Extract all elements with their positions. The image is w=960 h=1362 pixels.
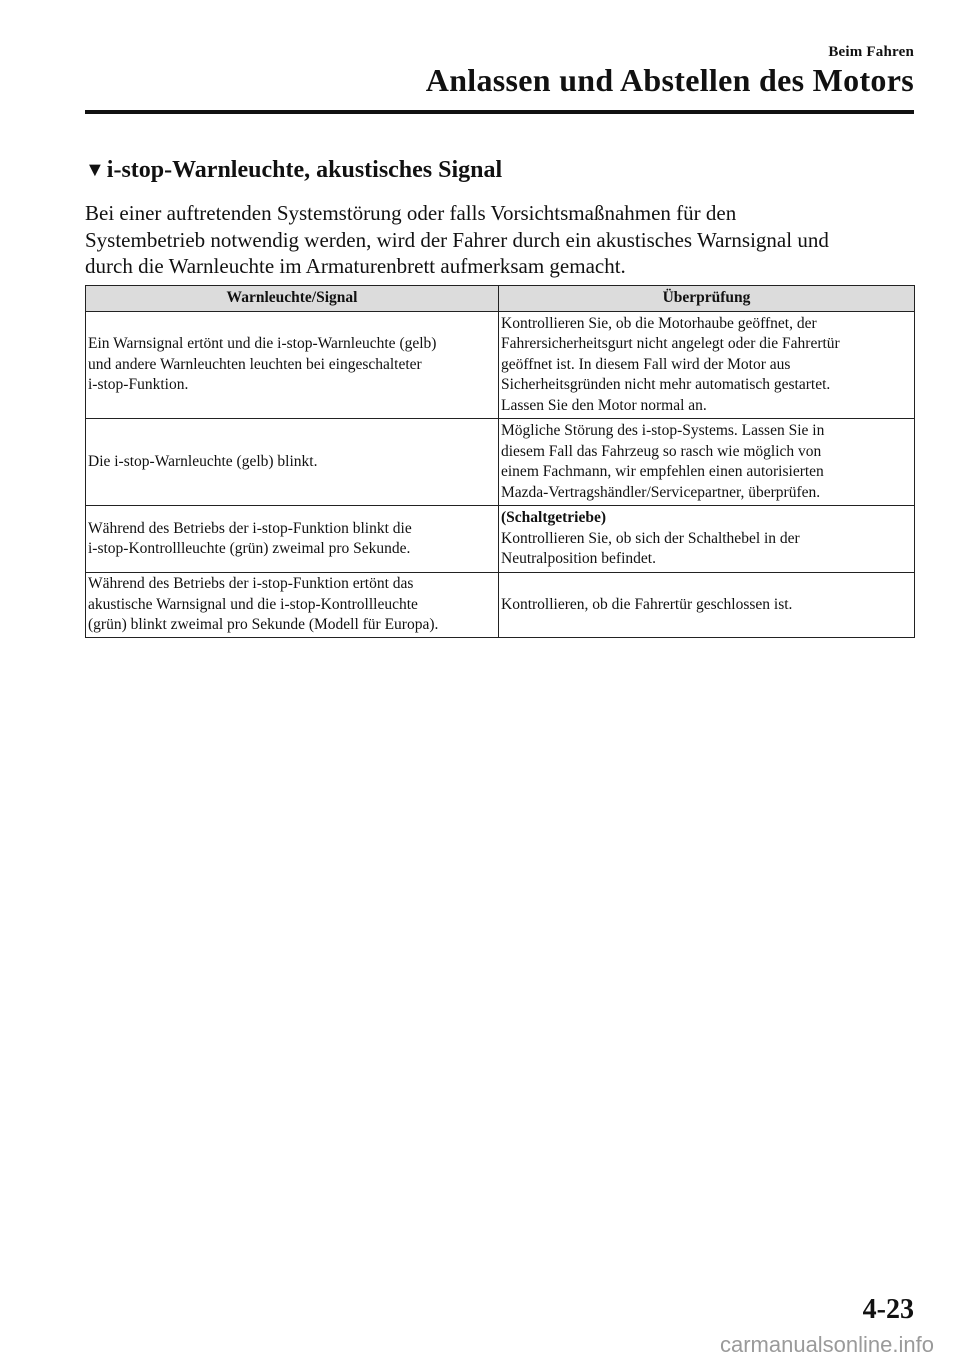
warning-signal-table [85, 285, 915, 638]
cell-line: und andere Warnleuchten leuchten bei eingeschalteter [88, 355, 422, 373]
check-cell [499, 419, 915, 506]
triangle-down-icon: ▼ [85, 159, 105, 181]
check-cell [499, 573, 915, 638]
cell-line: (grün) blinkt zweimal pro Sekunde (Modell für Europa). [88, 616, 439, 634]
cell-line: Während des Betriebs der i-stop-Funktion blinkt die [88, 519, 412, 537]
cell-line: Die i-stop-Warnleuchte (gelb) blinkt. [88, 452, 318, 470]
signal-cell [86, 312, 499, 419]
table-row [86, 573, 915, 638]
table-header-row [86, 286, 915, 312]
cell-line: Kontrollieren, ob die Fahrertür geschlossen ist. [501, 595, 793, 613]
page-title: Anlassen und Abstellen des Motors [425, 62, 914, 98]
table-row [86, 419, 915, 506]
cell-line: Ein Warnsignal ertönt und die i-stop-Warnleuchte (gelb) [88, 335, 437, 353]
intro-line: Systembetrieb notwendig werden, wird der Fahrer durch ein akustisches Warnsignal und [85, 227, 829, 252]
cell-line: diesem Fall das Fahrzeug so rasch wie möglich von [501, 442, 822, 460]
column-header-check: Überprüfung [499, 286, 915, 312]
signal-cell [86, 419, 499, 506]
intro-line: Bei einer auftretenden Systemstörung oder falls Vorsichtsmaßnahmen für den [85, 201, 737, 225]
cell-line: akustische Warnsignal und die i-stop-Kontrollleuchte [88, 595, 418, 613]
cell-line: Lassen Sie den Motor normal an. [501, 396, 707, 414]
cell-line: Mazda-Vertragshändler/Servicepartner, überprüfen. [501, 483, 821, 501]
cell-line: Fahrersicherheitsgurt nicht angelegt oder die Fahrertür [501, 335, 840, 353]
page-number: 4-23 [862, 1294, 914, 1325]
cell-line: i-stop-Kontrollleuchte (grün) zweimal pro Sekunde. [88, 540, 411, 557]
column-header-signal: Warnleuchte/Signal [86, 286, 499, 312]
watermark: carmanualsonline.info [719, 1332, 934, 1357]
section-heading [85, 157, 502, 184]
cell-line: Kontrollieren Sie, ob die Motorhaube geöffnet, der [501, 314, 817, 332]
signal-cell [86, 573, 499, 638]
intro-line: durch die Warnleuchte im Armaturenbrett aufmerksam gemacht. [85, 254, 626, 278]
cell-line: i-stop-Funktion. [88, 376, 189, 394]
check-cell [499, 506, 915, 573]
table-row [86, 312, 915, 419]
cell-line: Kontrollieren Sie, ob sich der Schalthebel in der [501, 529, 800, 547]
chapter-label: Beim Fahren [828, 44, 914, 60]
header-divider [85, 110, 914, 114]
cell-subheading: (Schaltgetriebe) [501, 509, 607, 527]
cell-line: einem Fachmann, wir empfehlen einen autorisierten [501, 463, 824, 480]
cell-line: Während des Betriebs der i-stop-Funktion ertönt das [88, 575, 414, 593]
signal-cell [86, 506, 499, 573]
intro-paragraph [85, 200, 915, 280]
cell-line: geöffnet ist. In diesem Fall wird der Motor aus [501, 355, 791, 373]
table-row [86, 506, 915, 573]
cell-line: Neutralposition befindet. [501, 550, 656, 568]
check-cell [499, 312, 915, 419]
section-heading-text: i-stop-Warnleuchte, akustisches Signal [106, 157, 503, 183]
cell-line: Mögliche Störung des i-stop-Systems. Lassen Sie in [501, 422, 825, 439]
cell-line: Sicherheitsgründen nicht mehr automatisch gestartet. [501, 376, 831, 394]
